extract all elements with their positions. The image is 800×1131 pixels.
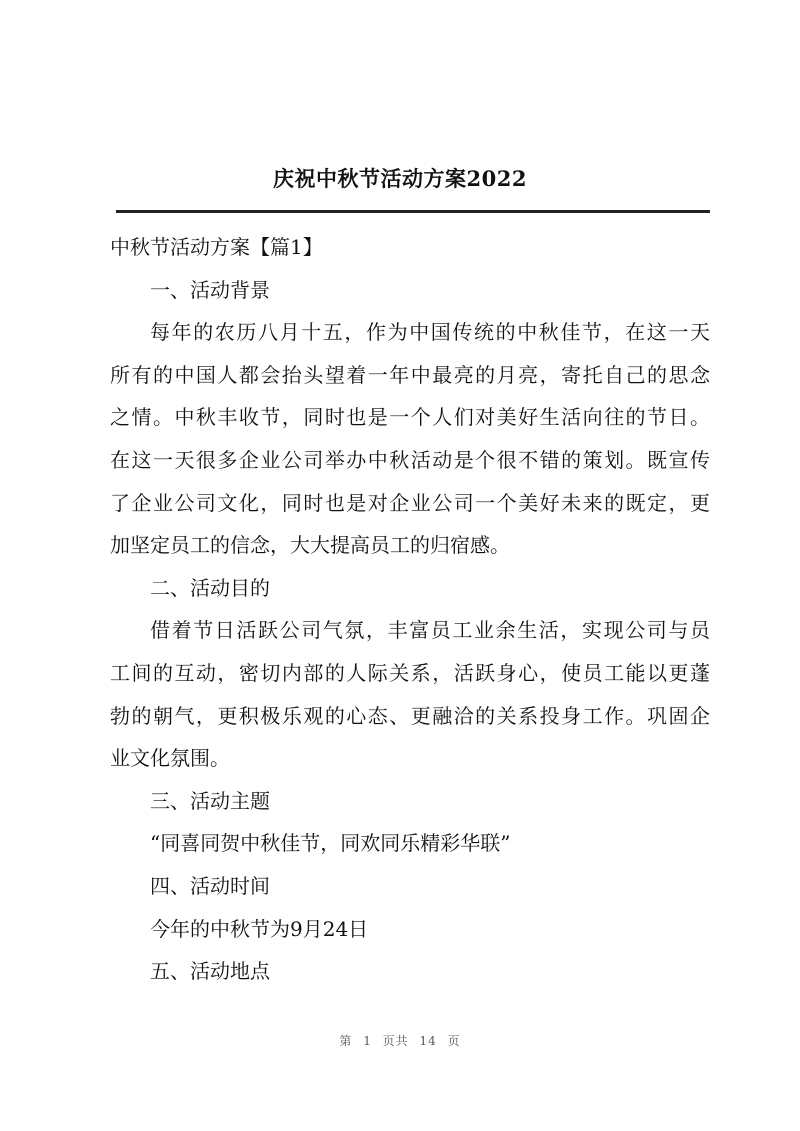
- paragraph-line: 三、活动主题: [150, 788, 270, 813]
- paragraph-line: 四、活动时间: [150, 873, 270, 898]
- paragraph-line: 在这一天很多企业公司举办中秋活动是个很不错的策划。既宣传: [110, 447, 710, 472]
- document-body: [110, 226, 710, 993]
- title-divider: [116, 210, 710, 213]
- paragraph-line: 一、活动背景: [150, 277, 270, 302]
- paragraph-line: 工间的互动，密切内部的人际关系，活跃身心，使员工能以更蓬: [110, 660, 710, 685]
- paragraph-line: 所有的中国人都会抬头望着一年中最亮的月亮，寄托自己的思念: [110, 362, 710, 387]
- paragraph-line: 二、活动目的: [150, 575, 270, 600]
- paragraph-line: 之情。中秋丰收节，同时也是一个人们对美好生活向往的节日。: [110, 405, 710, 430]
- paragraph-line: 今年的中秋节为9月24日: [150, 916, 369, 941]
- paragraph-line: 中秋节活动方案【篇1】: [110, 235, 323, 259]
- paragraph-line: 五、活动地点: [150, 959, 270, 984]
- paragraph-line: 业文化氛围。: [110, 746, 230, 771]
- paragraph-line: 借着节日活跃公司气氛，丰富员工业余生活，实现公司与员: [150, 618, 710, 643]
- paragraph-line: 每年的农历八月十五，作为中国传统的中秋佳节，在这一天: [150, 320, 710, 345]
- paragraph-line: 了企业公司文化，同时也是对企业公司一个美好未来的既定，更: [110, 490, 710, 515]
- paragraph-line: “同喜同贺中秋佳节，同欢同乐精彩华联”: [150, 831, 511, 856]
- page-number-footer: 第 1 页共 14 页: [339, 1034, 461, 1048]
- document-title: 庆祝中秋节活动方案2022: [273, 166, 527, 191]
- paragraph-line: 勃的朝气，更积极乐观的心态、更融洽的关系投身工作。巩固企: [110, 703, 710, 728]
- paragraph-line: 加坚定员工的信念，大大提高员工的归宿感。: [110, 533, 510, 558]
